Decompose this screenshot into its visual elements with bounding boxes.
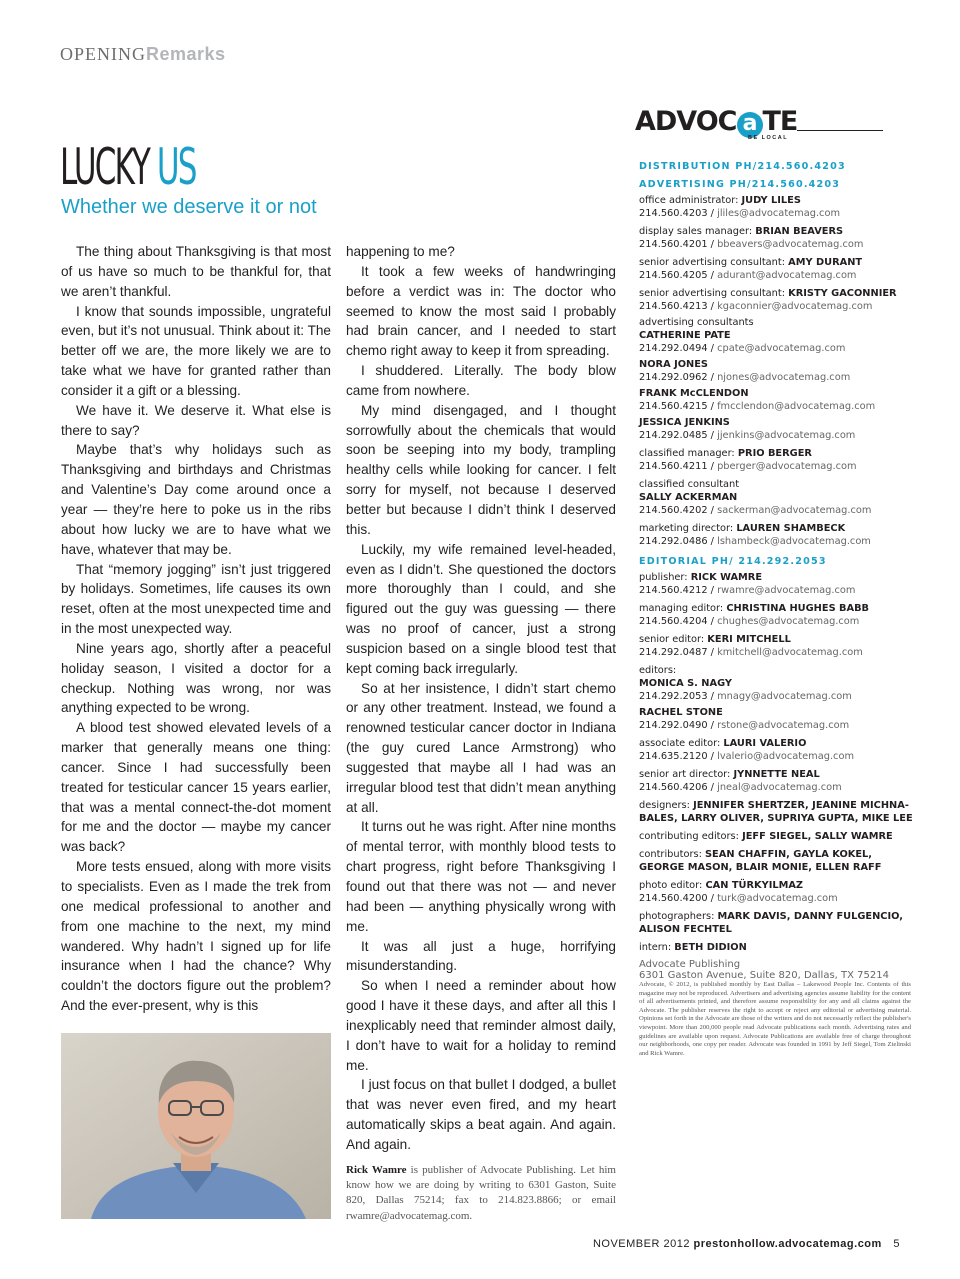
email-link[interactable]: chughes@advocatemag.com [717, 616, 860, 627]
email-link[interactable]: turk@advocatemag.com [717, 893, 838, 904]
paragraph: So when I need a reminder about how good I have it these days, and after all this I inexplicably need that reminder almost daily, I don’t have to wait for a holiday to remind me. [346, 978, 616, 1073]
staff-entry: designers: JENNIFER SHERTZER, JEANINE MICHNA-BALES, LARRY OLIVER, SUPRIYA GUPTA, MIKE LEE [639, 800, 913, 824]
paragraph: I just focus on that bullet I dodged, a bullet that was never even fired, and my heart automatically skips a beat again. And again. And again. [346, 1077, 616, 1152]
distribution-heading: DISTRIBUTION PH/214.560.4203 [639, 161, 846, 172]
article-column-2 [346, 242, 616, 1155]
email-link[interactable]: lvalerio@advocatemag.com [717, 751, 854, 762]
email-link[interactable]: mnagy@advocatemag.com [717, 691, 852, 702]
staff-entry: managing editor: CHRISTINA HUGHES BABB 214.560.4204 / chughes@advocatemag.com [639, 603, 870, 627]
paragraph: We have it. We deserve it. What else is there to say? [61, 402, 331, 438]
editors-label: editors: [639, 665, 677, 676]
staff-entry: JESSICA JENKINS 214.292.0485 / jjenkins@advocatemag.com [639, 417, 856, 441]
paragraph: I know that sounds impossible, ungrateful even, but it’s not unusual. Think about it: The better off we are, the more likely we are to take what we have for granted rather than consider it a gift or a blessing. [61, 303, 331, 398]
staff-entry: senior editor: KERI MITCHELL 214.292.0487 / kmitchell@advocatemag.com [639, 634, 863, 658]
email-link[interactable]: jneal@advocatemag.com [717, 782, 842, 793]
staff-entry: CATHERINE PATE 214.292.0494 / cpate@advocatemag.com [639, 330, 846, 354]
consultants-label: advertising consultants [639, 317, 754, 328]
email-link[interactable]: kmitchell@advocatemag.com [717, 647, 863, 658]
staff-entry: FRANK McCLENDON 214.560.4215 / fmcclendon@advocatemag.com [639, 388, 876, 412]
email-link[interactable]: sackerman@advocatemag.com [717, 505, 872, 516]
advocate-logo [635, 108, 895, 148]
paragraph: My mind disengaged, and I thought sorrowfully about the chemicals that would soon be seeping into my body, trampling healthy cells while looking for cancer. I felt sorry for myself, not because I deserved better but because I didn’t think I deserved this. [346, 402, 616, 537]
staff-entry: contributors: SEAN CHAFFIN, GAYLA KOKEL, GEORGE MASON, BLAIR MONIE, ELLEN RAFF [639, 849, 882, 873]
paragraph: The thing about Thanksgiving is that most of us have so much to be thankful for, that we aren’t thankful. [61, 244, 331, 299]
publisher-address: 6301 Gaston Avenue, Suite 820, Dallas, TX 75214 [639, 970, 889, 981]
paragraph: Nine years ago, shortly after a peaceful holiday season, I visited a doctor for a checkup. Nothing was wrong, nor was anything expected to be wrong. [61, 640, 331, 716]
email-link[interactable]: jliles@advocatemag.com [717, 208, 840, 219]
email-link[interactable]: pberger@advocatemag.com [717, 461, 857, 472]
author-bio [346, 1163, 616, 1224]
author-bio-text: is publisher of Advocate Publishing. Let him know how we are doing by writing to 6301 Gaston, Suite 820, Dallas 75214; fax to 214.823.8866; or email rwamre@advocatemag.com. [346, 1164, 616, 1222]
paragraph: Maybe that’s why holidays such as Thanksgiving and birthdays and Christmas and Valentine’s Day come around once a year — they’re here to poke us in the ribs about how lucky we are to have what we have, whatever that may be. [61, 442, 331, 557]
page-footer [593, 1238, 900, 1250]
staff-entry: photo editor: CAN TÜRKYILMAZ 214.560.4200 / turk@advocatemag.com [639, 880, 838, 904]
paragraph: More tests ensued, along with more visits to specialists. Even as I made the trek from one medical professional to another and from one machine to the next, my mind wandered. Why hadn’t I signed up for life insurance when I had the chance? Why couldn’t the doctors figure out the problem? And the ever-present, why is this [61, 859, 331, 1014]
paragraph-continued: happening to me? [346, 244, 455, 259]
email-link[interactable]: cpate@advocatemag.com [717, 343, 846, 354]
section-header [60, 44, 226, 65]
staff-entry: senior advertising consultant: AMY DURANT 214.560.4205 / adurant@advocatemag.com [639, 257, 863, 281]
email-link[interactable]: njones@advocatemag.com [717, 372, 851, 383]
staff-entry: NORA JONES 214.292.0962 / njones@advocatemag.com [639, 359, 851, 383]
headline [60, 140, 196, 194]
paragraph: That “memory jogging” isn’t just triggered by holidays. Sometimes, life causes its own reset, often at the most unexpected time and in the most unexpected way. [61, 561, 331, 637]
staff-entry: intern: BETH DIDION [639, 942, 747, 953]
logo-text-1: ADVOC [635, 106, 737, 137]
email-link[interactable]: fmcclendon@advocatemag.com [717, 401, 876, 412]
section-label-remarks: Remarks [146, 44, 226, 64]
paragraph: A blood test showed elevated levels of a marker that generally means one thing: cancer. Since I had successfully been treated for testicular cancer 15 years earlier, that was a mental connect-the-dot moment for me and the doctor — maybe my cancer was back? [61, 720, 331, 855]
email-link[interactable]: adurant@advocatemag.com [717, 270, 857, 281]
author-name: Rick Wamre [346, 1164, 407, 1176]
author-photo [61, 1033, 331, 1219]
website-link[interactable]: prestonhollow.advocatemag.com [693, 1238, 882, 1250]
paragraph: So at her insistence, I didn’t start chemo or any other treatment. Instead, we found a renowned testicular cancer doctor in Indiana (the guy cured Lance Armstrong) who suggested that maybe all I had was an irregular blood test that didn’t mean anything at all. [346, 680, 616, 815]
subheadline: Whether we deserve it or not [61, 196, 317, 218]
paragraph: It turns out he was right. After nine months of mental terror, with monthly blood tests to chart progress, right before Thanksgiving I found out that there was not — and never had been — anything physically wrong with me. [346, 819, 616, 934]
email-link[interactable]: bbeavers@advocatemag.com [717, 239, 864, 250]
paragraph: It was all just a huge, horrifying misunderstanding. [346, 938, 616, 974]
staff-entry: SALLY ACKERMAN 214.560.4202 / sackerman@advocatemag.com [639, 492, 872, 516]
email-link[interactable]: lshambeck@advocatemag.com [717, 536, 871, 547]
advertising-heading: ADVERTISING PH/214.560.4203 [639, 179, 841, 190]
staff-entry: marketing director: LAUREN SHAMBECK 214.292.0486 / lshambeck@advocatemag.com [639, 523, 871, 547]
staff-entry: associate editor: LAURI VALERIO 214.635.2120 / lvalerio@advocatemag.com [639, 738, 854, 762]
email-link[interactable]: rwamre@advocatemag.com [717, 585, 856, 596]
staff-entry: senior art director: JYNNETTE NEAL 214.560.4206 / jneal@advocatemag.com [639, 769, 842, 793]
logo-text-2: TE [762, 106, 798, 137]
legal-fine-print: Advocate, © 2012, is published monthly by East Dallas – Lakewood People Inc. Contents of this magazine may not be reproduced. Advertisers and advertising agencies assume liability for the content of all advertisements printed, and therefore assume responsibility for any and all claims against the Advocate. The publisher reserves the right to accept or reject any editorial or advertising material. Opinions set forth in the Advocate are those of the writers and do not necessarily reflect the publisher's viewpoint. More than 200,000 people read Advocate publications each month. Advertising rates and guidelines are available upon request. Advocate Publications are available free of charge throughout our neighborhoods, one copy per reader. Advocate was founded in 1991 by Jeff Siegel, Tom Zielinski and Rick Wamre. [639, 981, 911, 1057]
logo-tagline: BE LOCAL [748, 135, 789, 141]
staff-entry: photographers: MARK DAVIS, DANNY FULGENCIO, ALISON FECHTEL [639, 911, 903, 935]
article-column-1 [61, 242, 331, 1016]
page-number: 5 [893, 1238, 900, 1250]
paragraph: Luckily, my wife remained level-headed, even as I didn’t. She questioned the doctors more thoroughly than I could, and she figured out the guy was guessing — there was no proof of cancer, just a strong suspicion based on a single blood test that kept coming back irregularly. [346, 541, 616, 676]
logo-a-icon: a [737, 112, 763, 138]
logo-divider [797, 130, 883, 131]
editorial-heading: EDITORIAL PH/ 214.292.2053 [639, 556, 827, 567]
staff-entry: MONICA S. NAGY 214.292.2053 / mnagy@advocatemag.com [639, 678, 852, 702]
email-link[interactable]: jjenkins@advocatemag.com [717, 430, 856, 441]
staff-entry: publisher: RICK WAMRE 214.560.4212 / rwamre@advocatemag.com [639, 572, 856, 596]
issue-date: NOVEMBER 2012 [592, 1238, 690, 1250]
staff-entry: contributing editors: JEFF SIEGEL, SALLY WAMRE [639, 831, 893, 842]
staff-entry: RACHEL STONE 214.292.0490 / rstone@advocatemag.com [639, 707, 850, 731]
classified-label: classified consultant [639, 479, 740, 490]
email-link[interactable]: kgaconnier@advocatemag.com [717, 301, 873, 312]
paragraph: It took a few weeks of handwringing before a verdict was in: The doctor who seemed to know the most said I probably had brain cancer, and I needed to start chemo right away to keep it from spreading. [346, 263, 616, 359]
headline-word-1: LUCKY [60, 138, 149, 196]
headline-word-2: US [156, 138, 196, 196]
section-label-opening: OPENING [60, 44, 146, 64]
staff-entry: classified manager: PRIO BERGER 214.560.4211 / pberger@advocatemag.com [639, 448, 857, 472]
publisher-name: Advocate Publishing [639, 959, 741, 970]
staff-entry: display sales manager: BRIAN BEAVERS 214.560.4201 / bbeavers@advocatemag.com [639, 226, 864, 250]
staff-entry: office administrator: JUDY LILES 214.560.4203 / jliles@advocatemag.com [639, 195, 840, 219]
masthead [639, 158, 919, 1058]
author-portrait-illustration [61, 1033, 331, 1219]
staff-entry: senior advertising consultant: KRISTY GACONNIER 214.560.4213 / kgaconnier@advocatemag.com [639, 288, 897, 312]
email-link[interactable]: rstone@advocatemag.com [717, 720, 850, 731]
paragraph: I shuddered. Literally. The body blow came from nowhere. [346, 363, 616, 398]
